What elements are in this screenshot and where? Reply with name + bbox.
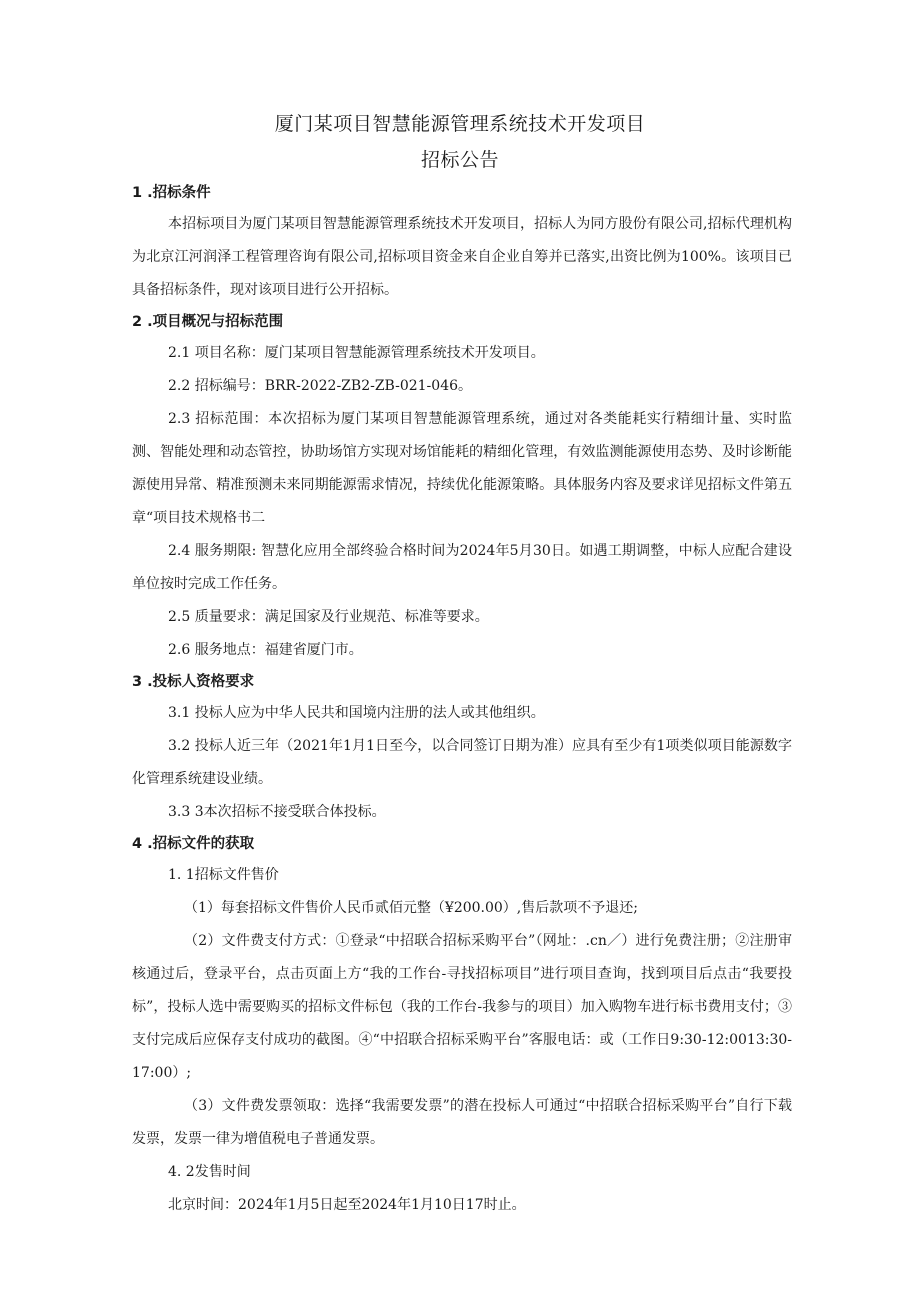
paragraph: 2.5 质量要求：满足国家及行业规范、标准等要求。 <box>168 609 489 625</box>
paragraph: （2）文件费支付方式：①登录“中招联合招标采购平台”（网址：.cn／）进行免费注册；②注册审核通过后，登录平台，点击页面上方“我的工作台-寻找招标项目”进行项目查询，找到项目后点击“我要投标”，投标人选中需要购买的招标文件标包（我的工作台-我参与的项目）加入购物车进行标书费用支付；③支付完成后应保存支付成功的截图。④“中招联合招标采购平台”客服电话：或（工作日9:30-12:0013:30-17:00）; <box>132 933 792 1081</box>
section-heading-4: 4 .招标文件的获取 <box>132 836 255 852</box>
paragraph: （1）每套招标文件售价人民币贰佰元整（¥200.00）,售后款项不予退还; <box>184 900 638 916</box>
paragraph: 2.1 项目名称：厦门某项目智慧能源管理系统技术开发项目。 <box>168 345 545 361</box>
paragraph: （3）文件费发票领取：选择“我需要发票”的潜在投标人可通过“中招联合招标采购平台”自行下载发票，发票一律为增值税电子普通发票。 <box>132 1098 792 1147</box>
document-body <box>132 178 792 1222</box>
document-title: 厦门某项目智慧能源管理系统技术开发项目 <box>274 113 646 135</box>
paragraph: 3.3 3本次招标不接受联合体投标。 <box>168 804 386 820</box>
paragraph: 3.1 投标人应为中华人民共和国境内注册的法人或其他组织。 <box>168 705 545 721</box>
paragraph: 2.2 招标编号：BRR-2022-ZB2-ZB-021-046。 <box>168 378 473 394</box>
paragraph: 2.4 服务期限: 智慧化应用全部终验合格时间为2024年5月30日。如遇工期调整，中标人应配合建设单位按时完成工作任务。 <box>132 543 792 592</box>
document-subtitle: 招标公告 <box>420 149 499 171</box>
paragraph: 3.2 投标人近三年（2021年1月1日至今，以合同签订日期为准）应具有至少有1项类似项目能源数字化管理系统建设业绩。 <box>132 738 792 787</box>
section-heading-3: 3 .投标人资格要求 <box>132 674 255 690</box>
paragraph: 4. 2发售时间 <box>168 1164 251 1180</box>
paragraph: 1. 1招标文件售价 <box>168 867 279 883</box>
paragraph: 北京时间：2024年1月5日起至2024年1月10日17时止。 <box>168 1197 526 1213</box>
paragraph: 2.6 服务地点：福建省厦门市。 <box>168 642 363 658</box>
section-heading-1: 1 .招标条件 <box>132 185 211 201</box>
paragraph: 2.3 招标范围：本次招标为厦门某项目智慧能源管理系统，通过对各类能耗实行精细计量、实时监测、智能处理和动态管控，协助场馆方实现对场馆能耗的精细化管理，有效监测能源使用态势、及时诊断能源使用异常、精准预测未来同期能源需求情况，持续优化能源策略。具体服务内容及要求详见招标文件第五章“项目技术规格书二 <box>132 411 792 526</box>
paragraph: 本招标项目为厦门某项目智慧能源管理系统技术开发项目，招标人为同方股份有限公司,招标代理机构为北京江河润泽工程管理咨询有限公司,招标项目资金来自企业自筹并已落实,出资比例为100%。该项目已具备招标条件，现对该项目进行公开招标。 <box>132 216 792 298</box>
section-heading-2: 2 .项目概况与招标范围 <box>132 314 284 330</box>
